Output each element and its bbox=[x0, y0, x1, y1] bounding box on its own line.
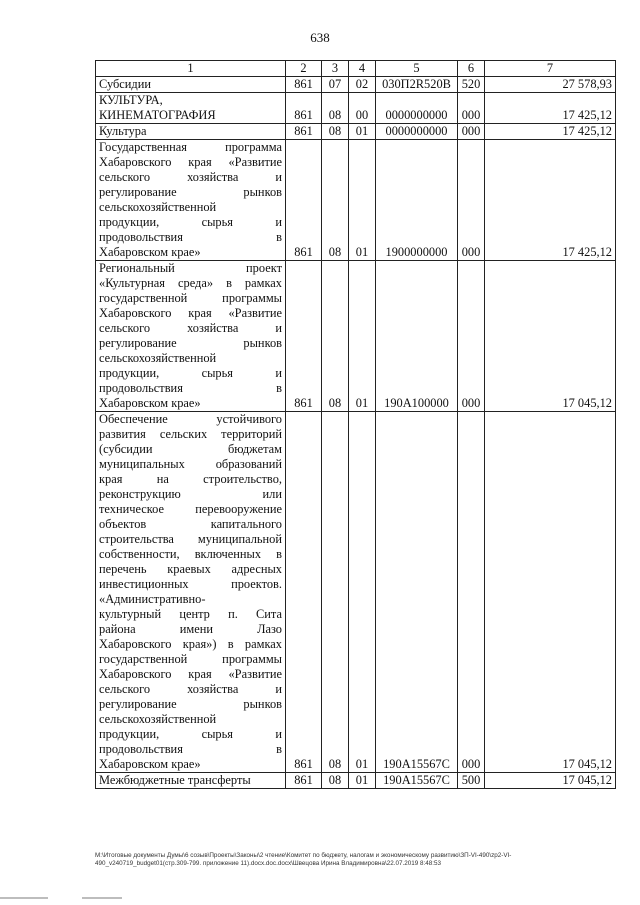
code-cell: 861 bbox=[286, 773, 322, 789]
amount-cell: 17 045,12 bbox=[485, 773, 616, 789]
target-article-cell: 0000000000 bbox=[376, 93, 458, 124]
expense-type-cell: 000 bbox=[458, 124, 485, 140]
file-path-footer bbox=[95, 852, 615, 868]
section-cell: 08 bbox=[322, 412, 349, 773]
row-name-line: Обеспечение устойчивого bbox=[99, 412, 282, 426]
code-cell: 861 bbox=[286, 140, 322, 261]
row-name-line: культурный центр п. Сита bbox=[99, 607, 282, 621]
row-name-line: района имени Лазо bbox=[99, 622, 282, 636]
row-name-cell bbox=[96, 773, 286, 789]
expense-type-cell: 000 bbox=[458, 93, 485, 124]
expense-type-cell: 000 bbox=[458, 140, 485, 261]
row-name-line: объектов капитального bbox=[99, 517, 282, 531]
row-name-line: Межбюджетные трансферты bbox=[99, 773, 251, 787]
amount-cell: 17 425,12 bbox=[485, 93, 616, 124]
row-name-line: «Административно- bbox=[99, 592, 206, 606]
scan-edge-marks bbox=[0, 897, 640, 900]
subsection-cell: 01 bbox=[349, 140, 376, 261]
column-header: 3 bbox=[322, 61, 349, 77]
column-header: 4 bbox=[349, 61, 376, 77]
target-article-cell: 190А100000 bbox=[376, 261, 458, 412]
row-name-line: Региональный проект bbox=[99, 261, 282, 275]
row-name-line: (субсидии бюджетам bbox=[99, 442, 282, 456]
row-name-cell bbox=[96, 93, 286, 124]
expense-type-cell: 000 bbox=[458, 261, 485, 412]
row-name-line: сельскохозяйственной bbox=[99, 712, 217, 726]
budget-table bbox=[95, 60, 616, 789]
expense-type-cell: 000 bbox=[458, 412, 485, 773]
row-name-line: техническое перевооружение bbox=[99, 502, 282, 516]
code-cell: 861 bbox=[286, 261, 322, 412]
target-article-cell: 190А15567С bbox=[376, 773, 458, 789]
row-name-line: Культура bbox=[99, 124, 147, 138]
code-cell: 861 bbox=[286, 77, 322, 93]
code-cell: 861 bbox=[286, 124, 322, 140]
section-cell: 08 bbox=[322, 140, 349, 261]
subsection-cell: 01 bbox=[349, 261, 376, 412]
subsection-cell: 02 bbox=[349, 77, 376, 93]
row-name-line: сельского хозяйства и bbox=[99, 682, 282, 696]
section-cell: 08 bbox=[322, 124, 349, 140]
amount-cell: 27 578,93 bbox=[485, 77, 616, 93]
row-name-line: муниципальных образований bbox=[99, 457, 282, 471]
amount-cell: 17 425,12 bbox=[485, 140, 616, 261]
row-name-cell bbox=[96, 412, 286, 773]
table-row bbox=[96, 124, 616, 140]
column-header: 1 bbox=[96, 61, 286, 77]
amount-cell: 17 045,12 bbox=[485, 261, 616, 412]
footer-line: 490_v240719_budget01(стр.309-799. приложение 11).docx.doc.docx\Швецова Ирина Владимировна\22.07.2019 8:48:53 bbox=[95, 860, 442, 867]
expense-type-cell: 500 bbox=[458, 773, 485, 789]
row-name-line: Государственная программа bbox=[99, 140, 282, 154]
row-name-line: сельскохозяйственной bbox=[99, 351, 217, 365]
row-name-line: Субсидии bbox=[99, 77, 151, 91]
row-name-line: КИНЕМАТОГРАФИЯ bbox=[99, 108, 216, 122]
amount-cell: 17 045,12 bbox=[485, 412, 616, 773]
code-cell: 861 bbox=[286, 412, 322, 773]
row-name-line: сельского хозяйства и bbox=[99, 170, 282, 184]
row-name-line: собственности, включенных в bbox=[99, 547, 282, 561]
column-header: 2 bbox=[286, 61, 322, 77]
row-name-cell bbox=[96, 77, 286, 93]
row-name-line: сельскохозяйственной bbox=[99, 200, 217, 214]
table-row bbox=[96, 140, 616, 261]
table-row bbox=[96, 261, 616, 412]
row-name-line: строительства муниципальной bbox=[99, 532, 282, 546]
row-name-line: развития сельских территорий bbox=[99, 427, 282, 441]
row-name-line: государственной программы bbox=[99, 291, 282, 305]
column-header-row bbox=[96, 61, 616, 77]
row-name-line: перечень краевых адресных bbox=[99, 562, 282, 576]
row-name-line: Хабаровском крае» bbox=[99, 396, 201, 410]
subsection-cell: 01 bbox=[349, 412, 376, 773]
target-article-cell: 0000000000 bbox=[376, 124, 458, 140]
table-row bbox=[96, 77, 616, 93]
row-name-line: реконструкцию или bbox=[99, 487, 282, 501]
column-header: 6 bbox=[458, 61, 485, 77]
row-name-line: Хабаровского края «Развитие bbox=[99, 155, 282, 169]
target-article-cell: 030П2R520В bbox=[376, 77, 458, 93]
section-cell: 08 bbox=[322, 773, 349, 789]
table-row bbox=[96, 93, 616, 124]
subsection-cell: 00 bbox=[349, 93, 376, 124]
target-article-cell: 190А15567С bbox=[376, 412, 458, 773]
row-name-line: регулирование рынков bbox=[99, 185, 282, 199]
row-name-line: Хабаровского края») в рамках bbox=[99, 637, 282, 651]
row-name-line: регулирование рынков bbox=[99, 697, 282, 711]
row-name-line: продукции, сырья и bbox=[99, 366, 282, 380]
row-name-cell bbox=[96, 261, 286, 412]
code-cell: 861 bbox=[286, 93, 322, 124]
amount-cell: 17 425,12 bbox=[485, 124, 616, 140]
page-number: 638 bbox=[310, 30, 330, 45]
footer-line: М:\Итоговые документы Думы\6 созыв\Проекты\Законы\2 чтение\Комитет по бюджету, налогам и экономическому развитию\ЗП-VI-490\zp2-VI- bbox=[95, 852, 512, 859]
row-name-line: регулирование рынков bbox=[99, 336, 282, 350]
row-name-line: продовольствия в bbox=[99, 230, 282, 244]
row-name-line: края на строительство, bbox=[99, 472, 282, 486]
row-name-line: Хабаровского края «Развитие bbox=[99, 306, 282, 320]
row-name-cell bbox=[96, 124, 286, 140]
row-name-line: Хабаровском крае» bbox=[99, 245, 201, 259]
column-header: 5 bbox=[376, 61, 458, 77]
section-cell: 07 bbox=[322, 77, 349, 93]
row-name-line: продукции, сырья и bbox=[99, 215, 282, 229]
table-row bbox=[96, 773, 616, 789]
row-name-line: продовольствия в bbox=[99, 381, 282, 395]
row-name-cell bbox=[96, 140, 286, 261]
section-cell: 08 bbox=[322, 93, 349, 124]
table-row bbox=[96, 412, 616, 773]
row-name-line: Хабаровского края «Развитие bbox=[99, 667, 282, 681]
row-name-line: инвестиционных проектов. bbox=[99, 577, 282, 591]
expense-type-cell: 520 bbox=[458, 77, 485, 93]
row-name-line: Хабаровском крае» bbox=[99, 757, 201, 771]
row-name-line: государственной программы bbox=[99, 652, 282, 666]
row-name-line: КУЛЬТУРА, bbox=[99, 93, 163, 107]
subsection-cell: 01 bbox=[349, 124, 376, 140]
row-name-line: продовольствия в bbox=[99, 742, 282, 756]
row-name-line: «Культурная среда» в рамках bbox=[99, 276, 282, 290]
row-name-line: продукции, сырья и bbox=[99, 727, 282, 741]
column-header: 7 bbox=[485, 61, 616, 77]
section-cell: 08 bbox=[322, 261, 349, 412]
target-article-cell: 1900000000 bbox=[376, 140, 458, 261]
row-name-line: сельского хозяйства и bbox=[99, 321, 282, 335]
subsection-cell: 01 bbox=[349, 773, 376, 789]
